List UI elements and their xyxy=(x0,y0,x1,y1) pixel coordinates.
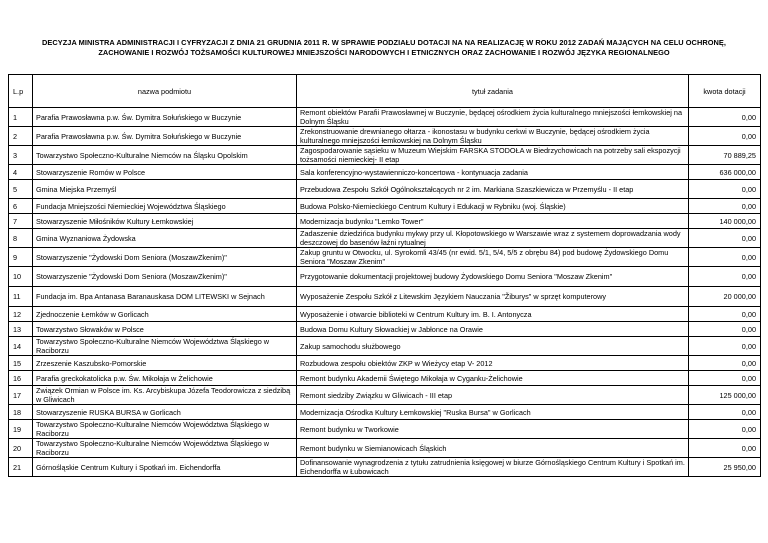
row-lp: 15 xyxy=(9,356,33,371)
row-task: Przebudowa Zespołu Szkół Ogólnokształcących nr 2 im. Markiana Szaszkiewicza w Przemyślu - II etap xyxy=(297,180,689,199)
row-name: Stowarzyszenie "Żydowski Dom Seniora (MoszawZkenim)" xyxy=(33,248,297,267)
row-name: Parafia Prawosławna p.w. Św. Dymitra Sołuńskiego w Buczynie xyxy=(33,108,297,127)
row-lp: 3 xyxy=(9,146,33,165)
table-row xyxy=(9,229,761,248)
row-amount: 0,00 xyxy=(689,267,761,287)
row-lp: 4 xyxy=(9,165,33,180)
row-name: Stowarzyszenie Miłośników Kultury Łemkowskiej xyxy=(33,214,297,229)
row-lp: 13 xyxy=(9,322,33,337)
row-amount: 125 000,00 xyxy=(689,386,761,405)
row-amount: 0,00 xyxy=(689,229,761,248)
row-task: Wyposażenie i otwarcie biblioteki w Centrum Kultury im. B. I. Antonycza xyxy=(297,307,689,322)
row-name: Zjednoczenie Łemków w Gorlicach xyxy=(33,307,297,322)
row-amount: 0,00 xyxy=(689,108,761,127)
table-row xyxy=(9,146,761,165)
row-name: Towarzystwo Społeczno-Kulturalne Niemców Województwa Śląskiego w Raciborzu xyxy=(33,439,297,458)
row-amount: 636 000,00 xyxy=(689,165,761,180)
row-lp: 7 xyxy=(9,214,33,229)
row-lp: 17 xyxy=(9,386,33,405)
row-lp: 9 xyxy=(9,248,33,267)
row-lp: 18 xyxy=(9,405,33,420)
table-row xyxy=(9,165,761,180)
row-amount: 0,00 xyxy=(689,405,761,420)
row-name: Parafia Prawosławna p.w. Św. Dymitra Sołuńskiego w Buczynie xyxy=(33,127,297,146)
header-lp: L.p xyxy=(9,75,33,108)
row-lp: 1 xyxy=(9,108,33,127)
row-amount: 70 889,25 xyxy=(689,146,761,165)
row-lp: 19 xyxy=(9,420,33,439)
title-line-2: ZACHOWANIE I ROZWÓJ TOŻSAMOŚCI KULTUROWEJ MNIEJSZOŚCI NARODOWYCH I ETNICZNYCH ORAZ ZACHOWANIE I ROZWÓJ JĘZYKA REGIONALNEGO xyxy=(98,48,670,57)
row-amount: 20 000,00 xyxy=(689,287,761,307)
row-name: Parafia greckokatolicka p.w. Św. Mikołaja w Żelichowie xyxy=(33,371,297,386)
table-row xyxy=(9,458,761,477)
row-name: Fundacja im. Bpa Antanasa Baranauskasa DOM LITEWSKI w Sejnach xyxy=(33,287,297,307)
table-row xyxy=(9,127,761,146)
table-row xyxy=(9,337,761,356)
table-row xyxy=(9,214,761,229)
row-lp: 12 xyxy=(9,307,33,322)
header-amount: kwota dotacji xyxy=(689,75,761,108)
row-task: Remont obiektów Parafii Prawosławnej w Buczynie, będącej ośrodkiem życia kulturalnego mniejszości łemkowskiej na Dolnym Śląsku xyxy=(297,108,689,127)
row-lp: 5 xyxy=(9,180,33,199)
row-amount: 0,00 xyxy=(689,127,761,146)
row-lp: 20 xyxy=(9,439,33,458)
table-row xyxy=(9,180,761,199)
row-name: Gmina Wyznaniowa Żydowska xyxy=(33,229,297,248)
table-row xyxy=(9,420,761,439)
row-task: Modernizacja Ośrodka Kultury Łemkowskiej "Ruska Bursa" w Gorlicach xyxy=(297,405,689,420)
row-name: Towarzystwo Społeczno-Kulturalne Niemców na Śląsku Opolskim xyxy=(33,146,297,165)
row-task: Przygotowanie dokumentacji projektowej budowy Żydowskiego Domu Seniora "Moszaw Zkenim" xyxy=(297,267,689,287)
row-task: Budowa Domu Kultury Słowackiej w Jabłonce na Orawie xyxy=(297,322,689,337)
row-amount: 0,00 xyxy=(689,420,761,439)
row-lp: 16 xyxy=(9,371,33,386)
row-lp: 10 xyxy=(9,267,33,287)
row-name: Górnośląskie Centrum Kultury i Spotkań im. Eichendorffa xyxy=(33,458,297,477)
row-amount: 0,00 xyxy=(689,180,761,199)
row-task: Budowa Polsko-Niemieckiego Centrum Kultury i Edukacji w Rybniku (woj. Śląskie) xyxy=(297,199,689,214)
row-task: Zakup samochodu służbowego xyxy=(297,337,689,356)
row-lp: 11 xyxy=(9,287,33,307)
table-row xyxy=(9,386,761,405)
row-amount: 0,00 xyxy=(689,307,761,322)
row-amount: 25 950,00 xyxy=(689,458,761,477)
table-header-row xyxy=(9,75,761,108)
table-row xyxy=(9,287,761,307)
row-name: Stowarzyszenie Romów w Polsce xyxy=(33,165,297,180)
row-task: Zagospodarowanie sąsieku w Muzeum Wiejskim FARSKA STODOŁA w Biedrzychowicach na potrzeby sali ekspozycji tożsamości niemieckiej- II etap xyxy=(297,146,689,165)
row-task: Remont budynku w Tworkowie xyxy=(297,420,689,439)
row-name: Towarzystwo Społeczno-Kulturalne Niemców Województwa Śląskiego w Raciborzu xyxy=(33,337,297,356)
row-name: Zrzeszenie Kaszubsko-Pomorskie xyxy=(33,356,297,371)
row-name: Towarzystwo Społeczno-Kulturalne Niemców Województwa Śląskiego w Raciborzu xyxy=(33,420,297,439)
row-lp: 21 xyxy=(9,458,33,477)
table-row xyxy=(9,371,761,386)
row-task: Zrekonstruowanie drewnianego ołtarza - ikonostasu w budynku cerkwi w Buczynie, będącej ośrodkiem życia kulturalnego mniejszości łemkowskiej na Dolnym Śląsku xyxy=(297,127,689,146)
row-name: Gmina Miejska Przemyśl xyxy=(33,180,297,199)
row-lp: 14 xyxy=(9,337,33,356)
table-row xyxy=(9,267,761,287)
row-task: Zadaszenie dziedzińca budynku mykwy przy ul. Kłopotowskiego w Warszawie wraz z systemem doprowadzania wody deszczowej do basenów łaźni rytualnej xyxy=(297,229,689,248)
row-amount: 0,00 xyxy=(689,337,761,356)
row-name: Fundacja Mniejszości Niemieckiej Województwa Śląskiego xyxy=(33,199,297,214)
table-row xyxy=(9,307,761,322)
row-amount: 0,00 xyxy=(689,439,761,458)
table-row xyxy=(9,439,761,458)
table-row xyxy=(9,356,761,371)
row-task: Rozbudowa zespołu obiektów ZKP w Wieżycy etap V- 2012 xyxy=(297,356,689,371)
row-amount: 0,00 xyxy=(689,322,761,337)
row-task: Sala konferencyjno-wystawienniczo-koncertowa - kontynuacja zadania xyxy=(297,165,689,180)
row-task: Dofinansowanie wynagrodzenia z tytułu zatrudnienia księgowej w biurze Górnośląskiego Centrum Kultury i Spotkań im. Eichendorffa w Łubowicach xyxy=(297,458,689,477)
row-lp: 6 xyxy=(9,199,33,214)
table-row xyxy=(9,199,761,214)
row-amount: 140 000,00 xyxy=(689,214,761,229)
table-row xyxy=(9,322,761,337)
row-name: Związek Ormian w Polsce im. Ks. Arcybiskupa Józefa Teodorowicza z siedzibą w Gliwicach xyxy=(33,386,297,405)
title-line-1: DECYZJA MINISTRA ADMINISTRACJI I CYFRYZACJI Z DNIA 21 GRUDNIA 2011 R. W SPRAWIE PODZIAŁU DOTACJI NA NA REALIZACJĘ W ROKU 2012 ZADAŃ MAJĄCYCH NA CELU OCHRONĘ, xyxy=(41,38,726,47)
header-name: nazwa podmiotu xyxy=(33,75,297,108)
table-row xyxy=(9,405,761,420)
row-amount: 0,00 xyxy=(689,248,761,267)
row-task: Remont budynku w Siemianowicach Śląskich xyxy=(297,439,689,458)
row-amount: 0,00 xyxy=(689,371,761,386)
row-lp: 8 xyxy=(9,229,33,248)
header-task: tytuł zadania xyxy=(297,75,689,108)
row-task: Wyposażenie Zespołu Szkół z Litewskim Językiem Nauczania "Žiburys" w sprzęt komputerowy xyxy=(297,287,689,307)
row-lp: 2 xyxy=(9,127,33,146)
row-name: Stowarzyszenie RUSKA BURSA w Gorlicach xyxy=(33,405,297,420)
table-row xyxy=(9,108,761,127)
row-name: Stowarzyszenie "Żydowski Dom Seniora (MoszawZkenim)" xyxy=(33,267,297,287)
row-task: Remont siedziby Związku w Gliwicach - III etap xyxy=(297,386,689,405)
row-name: Towarzystwo Słowaków w Polsce xyxy=(33,322,297,337)
row-task: Zakup gruntu w Otwocku, ul. Syrokomli 43/45 (nr ewid. 5/1, 5/4, 5/5 z obrębu 84) pod budowę Żydowskiego Domu Seniora "Moszaw Zkenim" xyxy=(297,248,689,267)
table-row xyxy=(9,248,761,267)
document-title xyxy=(10,38,758,58)
row-amount: 0,00 xyxy=(689,199,761,214)
row-task: Modernizacja budynku "Lemko Tower" xyxy=(297,214,689,229)
row-task: Remont budynku Akademii Świętego Mikołaja w Cyganku-Żelichowie xyxy=(297,371,689,386)
grants-table xyxy=(8,74,761,477)
row-amount: 0,00 xyxy=(689,356,761,371)
